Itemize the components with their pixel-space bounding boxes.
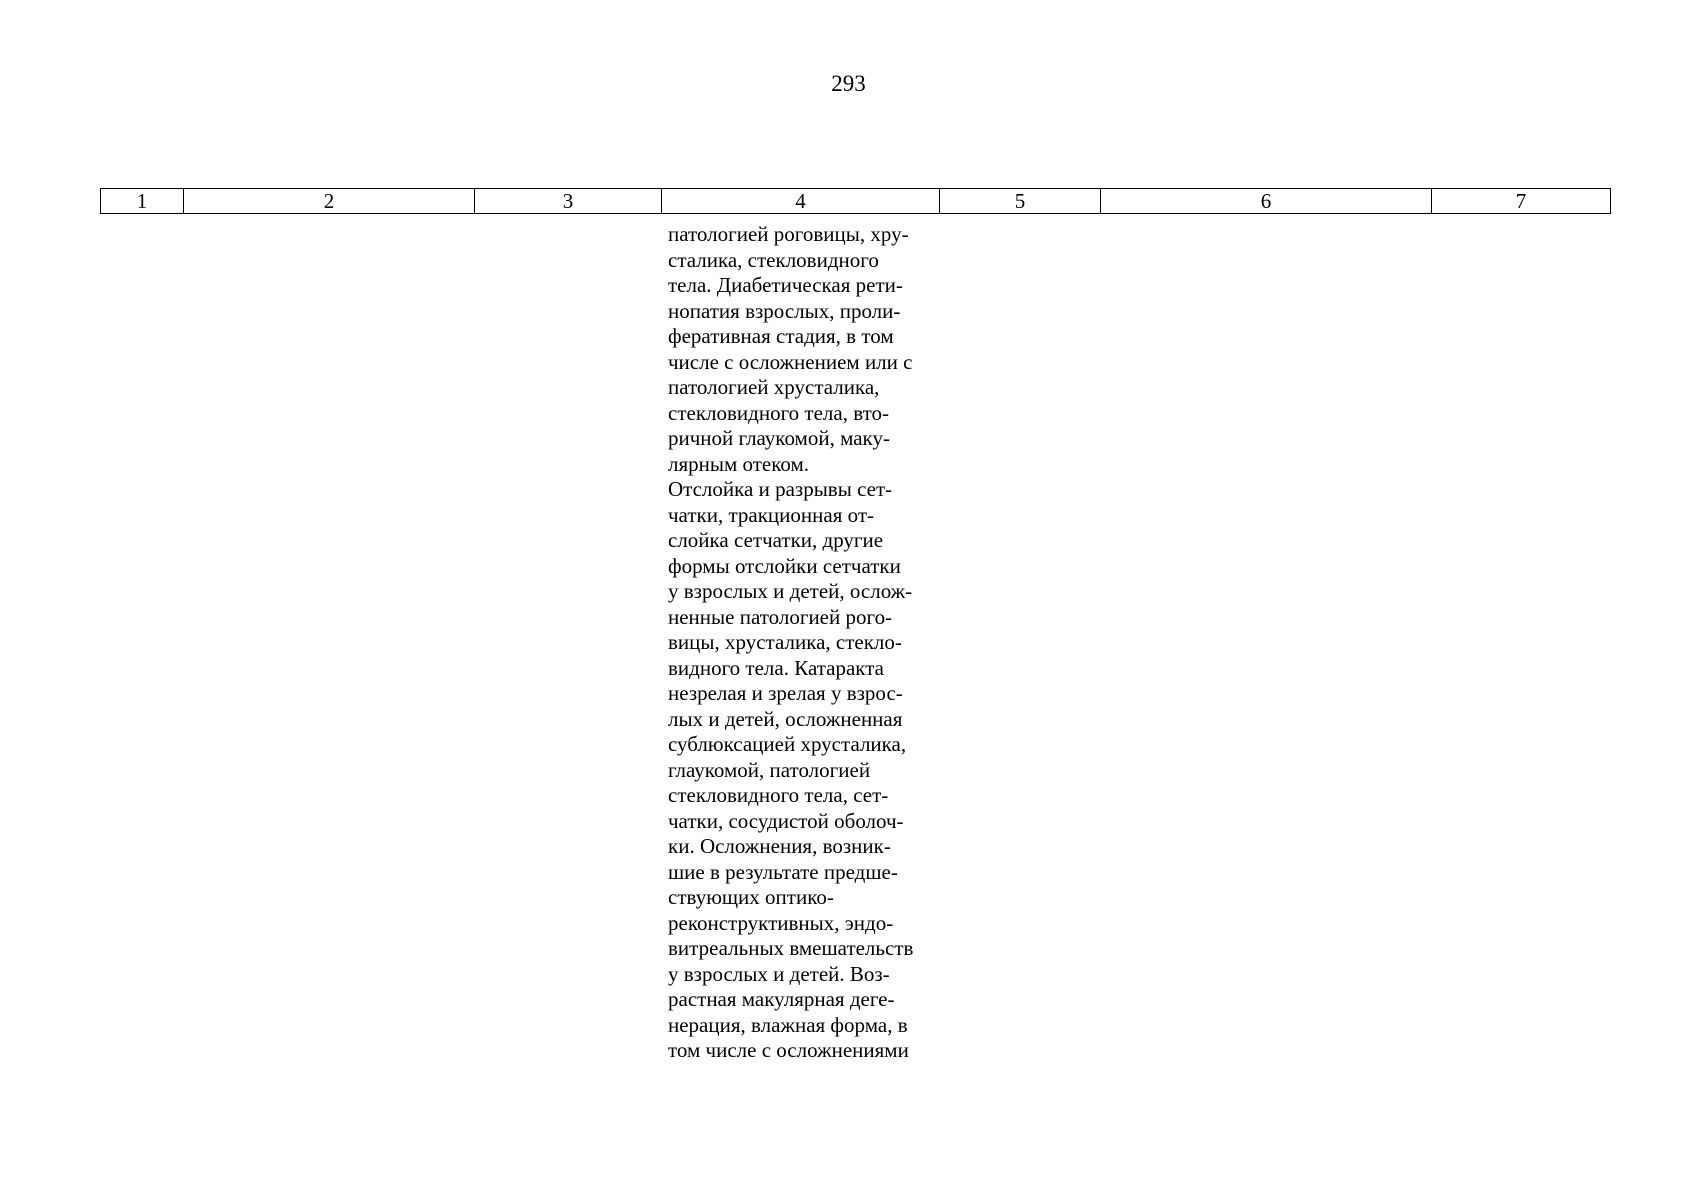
cell-text-line: видного тела. Катаракта <box>668 655 884 680</box>
table-column-header-row <box>100 188 1611 214</box>
cell-text-line: феративная стадия, в том <box>668 324 894 348</box>
cell-text-line: патологией хрусталика, <box>668 375 880 399</box>
cell-text-line: ки. Осложнения, возник- <box>668 834 891 858</box>
cell-text-line: у взрослых и детей, ослож- <box>668 579 913 603</box>
cell-text-line: ричной глаукомой, маку- <box>668 426 890 450</box>
column-header-7: 7 <box>1515 189 1527 213</box>
cell-text-line: формы отслойки сетчатки <box>668 553 901 578</box>
cell-text-line: чатки, тракционная от- <box>668 502 874 527</box>
cell-text-line: числе с осложнением или с <box>668 349 913 374</box>
cell-text-line: незрелая и зрелая у взрос- <box>668 681 903 705</box>
column-header-6: 6 <box>1101 189 1432 213</box>
cell-text-line: нерация, влажная форма, в <box>668 1012 908 1037</box>
column-header-2: 2 <box>184 189 475 213</box>
cell-text-line: лых и детей, осложненная <box>668 706 903 731</box>
cell-text-line: лярным отеком. <box>668 451 810 476</box>
cell-text-line: стекловидного тела, сет- <box>668 783 889 807</box>
cell-text-line: вицы, хрусталика, стекло- <box>668 630 902 654</box>
cell-text-line: нопатия взрослых, проли- <box>668 298 901 323</box>
cell-text-line: сублюксацией хрусталика, <box>668 732 907 756</box>
page-number: 293 <box>831 71 866 96</box>
cell-text-line: чатки, сосудистой оболоч- <box>668 808 904 833</box>
cell-text-line: реконструктивных, эндо- <box>668 910 894 935</box>
cell-text-line: шие в результате предше- <box>668 859 898 884</box>
cell-text-line: ненные патологией рого- <box>668 604 893 629</box>
cell-text-line: сталика, стекловидного <box>668 247 879 272</box>
cell-text-line: том числе с осложнениями <box>668 1038 909 1062</box>
cell-text-line: у взрослых и детей. Воз- <box>668 961 890 986</box>
cell-text-line: витреальных вмешательств <box>668 936 914 960</box>
cell-text-line: слойка сетчатки, другие <box>668 528 884 552</box>
cell-text-line: патологией роговицы, хру- <box>668 222 909 246</box>
cell-text-line: стекловидного тела, вто- <box>668 400 890 425</box>
cell-text-line: Отслойка и разрывы сет- <box>668 477 893 501</box>
column-header-5: 5 <box>940 189 1101 213</box>
column-header-3: 3 <box>475 189 662 213</box>
cell-text-line: тела. Диабетическая рети- <box>668 273 903 297</box>
column-4-cell-text <box>668 222 938 1064</box>
cell-text-line: глаукомой, патологией <box>668 757 871 782</box>
column-header-1: 1 <box>101 189 184 213</box>
column-header-4: 4 <box>662 189 940 213</box>
cell-text-line: ствующих оптико- <box>668 885 834 909</box>
cell-text-line: растная макулярная деге- <box>668 987 895 1011</box>
